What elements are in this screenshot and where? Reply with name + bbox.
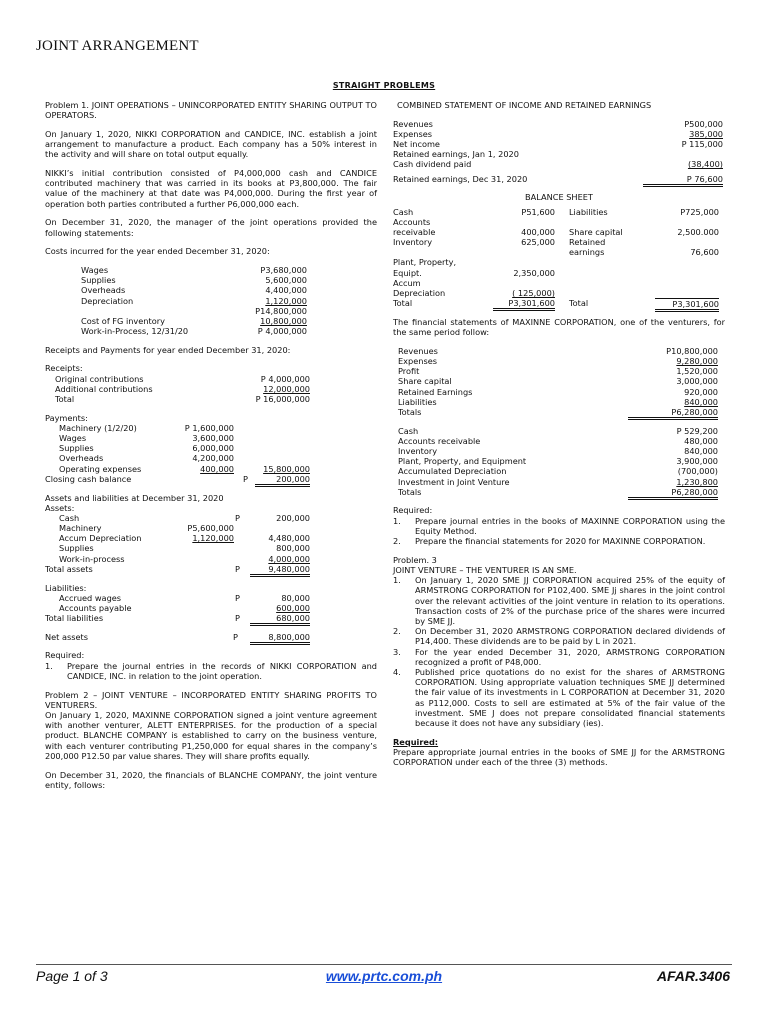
table-row: Profit 1,520,000 bbox=[398, 366, 718, 377]
table-row: Investment in Joint Venture 1,230,800 bbox=[398, 476, 718, 487]
costs-heading: Costs incurred for the year ended December 31, 2020: bbox=[45, 246, 270, 257]
list-item: 2. On December 31, 2020 ARMSTRONG CORPORATION declared dividends of P14,400. These dividends are to be paid by L in 2021. bbox=[393, 626, 725, 647]
table-row: Cash P51,600 Liabilities P725,000 bbox=[393, 206, 719, 217]
document-code: AFAR.3406 bbox=[656, 968, 730, 984]
table-row: Revenues P500,000 bbox=[393, 118, 723, 129]
problem3-required-label: Required: bbox=[393, 736, 439, 747]
table-row: Expenses 385,000 bbox=[393, 128, 723, 139]
table-row: Liabilities 840,000 bbox=[398, 396, 718, 407]
list-item: 1. Prepare the journal entries in the records of NIKKI CORPORATION and CANDICE, INC. in relation to the joint operation. bbox=[45, 660, 377, 681]
table-row: Wages 3,600,000 bbox=[59, 433, 234, 444]
table-row: Overheads 4,200,000 bbox=[59, 453, 234, 464]
required-label: Required: bbox=[45, 650, 85, 661]
assets-heading: Assets and liabilities at December 31, 2020 bbox=[45, 492, 224, 503]
table-row: Plant, Property, bbox=[393, 257, 457, 268]
table-row: Machinery P5,600,000 bbox=[59, 523, 234, 534]
table-row: Work-in-Process, 12/31/20 P 4,000,000 bbox=[81, 326, 307, 337]
required-label: Required: bbox=[393, 505, 433, 516]
table-row: Supplies 800,000 bbox=[59, 543, 310, 554]
table-row: Cost of FG inventory 10,800,000 bbox=[81, 315, 307, 326]
maxinne-table-1 bbox=[393, 346, 725, 417]
table-row: Equipt. 2,350,000 bbox=[393, 267, 555, 278]
table-row: Closing cash balance P 200,000 bbox=[45, 474, 377, 484]
table-row: Inventory 840,000 bbox=[398, 446, 718, 456]
website-link[interactable]: www.prtc.com.ph bbox=[325, 968, 443, 984]
table-row: Total liabilities P 680,000 bbox=[45, 613, 377, 623]
problem2-heading: Problem 2 – JOINT VENTURE – INCORPORATED ENTITY SHARING PROFITS TO VENTURERS. bbox=[45, 689, 377, 710]
table-row: Receipts: bbox=[45, 363, 83, 374]
problem2-para2: On December 31, 2020, the financials of BLANCHE COMPANY, the joint venture entity, follows: bbox=[45, 769, 377, 790]
page-number: Page 1 of 3 bbox=[36, 968, 108, 984]
table-row: receivable 400,000 Share capital 2,500.000 bbox=[393, 226, 719, 237]
problem1-para2: NIKKI’s initial contribution consisted of P4,000,000 cash and CANDICE contributed machinery that was carried in its books at P3,800,000. The fair value of the machinery at that date was P4,000,000. During the first year of operation both parties contributed a further P6,000,000 each. bbox=[45, 168, 377, 209]
table-row: Revenues P10,800,000 bbox=[398, 345, 718, 356]
table-row: Cash P 200,000 bbox=[59, 512, 310, 523]
table-row: Expenses 9,280,000 bbox=[398, 356, 718, 366]
table-row: Total P 16,000,000 bbox=[55, 394, 310, 405]
table-row: Wages P3,680,000 bbox=[81, 264, 307, 275]
problem3-required-text: Prepare appropriate journal entries in the books of SME JJ for the ARMSTRONG CORPORATION under each of the three (3) methods. bbox=[393, 746, 725, 768]
table-row: Machinery (1/2/20) P 1,600,000 bbox=[59, 422, 234, 433]
table-row: Totals P6,280,000 bbox=[393, 407, 725, 417]
table-row: Retained earnings, Dec 31, 2020 P 76,600 bbox=[393, 174, 725, 184]
table-row: Retained earnings, Jan 1, 2020 bbox=[393, 149, 519, 160]
table-row: Retained Earnings 920,000 bbox=[398, 386, 718, 397]
problem3-heading: Problem. 3 bbox=[393, 554, 437, 565]
footer-center bbox=[0, 968, 768, 984]
maxinne-table-2 bbox=[393, 426, 725, 497]
problem2-para1: On January 1, 2020, MAXINNE CORPORATION signed a joint venture agreement with another venturer, ALETT ENTERPRISES. for the production of a special product. BLANCHE COMPANY is established to carry on the business venture, with each venturer contributing P1,250,000 for equal shares in the company’s 200,000 P12.50 par value shares. They will share profits equally. bbox=[45, 709, 377, 761]
income-statement bbox=[393, 119, 725, 184]
costs-table bbox=[45, 265, 377, 336]
balance-sheet bbox=[393, 207, 725, 309]
document-header: JOINT ARRANGEMENT bbox=[36, 38, 199, 54]
table-row: Cash dividend paid (38,400) bbox=[393, 159, 723, 170]
receipts-table bbox=[45, 363, 377, 404]
table-row: Additional contributions 12,000,000 bbox=[55, 383, 310, 394]
table-row: Accumulated Depreciation (700,000) bbox=[398, 466, 718, 477]
table-row: Totals P6,280,000 bbox=[393, 487, 725, 497]
payments-table bbox=[45, 413, 377, 484]
table-row: Accum bbox=[393, 277, 421, 288]
problem3-subheading: JOINT VENTURE – THE VENTURER IS AN SME. bbox=[393, 564, 577, 575]
table-row: Total assets P 9,480,000 bbox=[45, 564, 377, 574]
table-row: Accrued wages P 80,000 bbox=[59, 592, 310, 603]
table-row: Supplies 5,600,000 bbox=[81, 275, 307, 286]
maxinne-paragraph: The financial statements of MAXINNE CORPORATION, one of the venturers, for the same period follow: bbox=[393, 316, 725, 338]
table-row: Payments: bbox=[45, 412, 88, 423]
footer-divider bbox=[36, 964, 732, 965]
list-item: 1. Prepare journal entries in the books of MAXINNE CORPORATION using the Equity Method. bbox=[393, 515, 725, 536]
table-row: Total P3,301,600 Total P3,301,600 bbox=[393, 298, 725, 308]
assets-table bbox=[45, 503, 377, 574]
table-row: Plant, Property, and Equipment 3,900,000 bbox=[398, 456, 718, 467]
list-item: 3. For the year ended December 31, 2020, ARMSTRONG CORPORATION recognized a profit of P48,000. bbox=[393, 646, 725, 667]
receipts-heading: Receipts and Payments for year ended December 31, 2020: bbox=[45, 344, 291, 355]
left-column bbox=[45, 100, 377, 790]
table-row: P14,800,000 bbox=[255, 305, 307, 316]
problem1-para3: On December 31, 2020, the manager of the joint operations provided the following statements: bbox=[45, 217, 377, 238]
table-row: earnings 76,600 bbox=[569, 247, 719, 258]
net-assets-row: Net assets P 8,800,000 bbox=[45, 632, 377, 642]
table-row: Work-in-process 4,000,000 bbox=[59, 553, 310, 564]
table-row: Cash P 529,200 bbox=[398, 425, 718, 436]
combined-statement-heading: COMBINED STATEMENT OF INCOME AND RETAINED EARNINGS bbox=[397, 100, 652, 110]
table-row: Accounts bbox=[393, 216, 431, 227]
balance-sheet-heading: BALANCE SHEET bbox=[525, 192, 593, 203]
table-row: Assets: bbox=[45, 502, 75, 513]
list-item: 2. Prepare the financial statements for 2020 for MAXINNE CORPORATION. bbox=[393, 536, 706, 547]
table-row: Original contributions P 4,000,000 bbox=[55, 373, 310, 384]
table-row: Liabilities: bbox=[45, 582, 87, 593]
table-row: Depreciation ( 125,000) bbox=[393, 288, 555, 299]
table-row: Accum Depreciation 1,120,000 4,480,000 bbox=[59, 533, 310, 544]
list-item: 1. On January 1, 2020 SME JJ CORPORATION acquired 25% of the equity of ARMSTRONG CORPORATION for P102,400. SME Jj shares in the joint control over the relevant activities of the joint venture in relation to its operations. Transaction costs of 2% of the purchase price of the shares were incurred by SME JJ. bbox=[393, 575, 725, 626]
table-row: Overheads 4,400,000 bbox=[81, 285, 307, 296]
table-row: Net income P 115,000 bbox=[393, 139, 723, 150]
problem1-heading: Problem 1. JOINT OPERATIONS – UNINCORPORATED ENTITY SHARING OUTPUT TO OPERATORS. bbox=[45, 100, 377, 121]
table-row: Accounts payable 600,000 bbox=[59, 602, 310, 613]
right-column bbox=[393, 100, 725, 767]
list-item: 4. Published price quotations do no exist for the shares of ARMSTRONG CORPORATION. Using appropriate valuation techniques SME JJ determined the fair value of its investments in L CORPORATION at December 31, 2020 as P112,000. Costs to sell are estimated at 5% of the fair value of the investment. SME J does not prepare consolidated financial statements because it does not have any subsidiary (ies). bbox=[393, 666, 725, 728]
table-row: Depreciation 1,120,000 bbox=[81, 295, 307, 306]
page-title: STRAIGHT PROBLEMS bbox=[332, 81, 436, 90]
liabilities-table bbox=[45, 583, 377, 624]
table-row: Share capital 3,000,000 bbox=[398, 376, 718, 387]
table-row: Inventory 625,000 Retained bbox=[393, 237, 606, 248]
problem1-para1: On January 1, 2020, NIKKI CORPORATION and CANDICE, INC. establish a joint arrangement to manufacture a product. Each company has a 50% interest in the activity and will share on total output equally. bbox=[45, 128, 377, 160]
table-row: Operating expenses 400,000 15,800,000 bbox=[59, 463, 310, 474]
table-row: Supplies 6,000,000 bbox=[59, 443, 234, 454]
table-row: Accounts receivable 480,000 bbox=[398, 435, 718, 446]
